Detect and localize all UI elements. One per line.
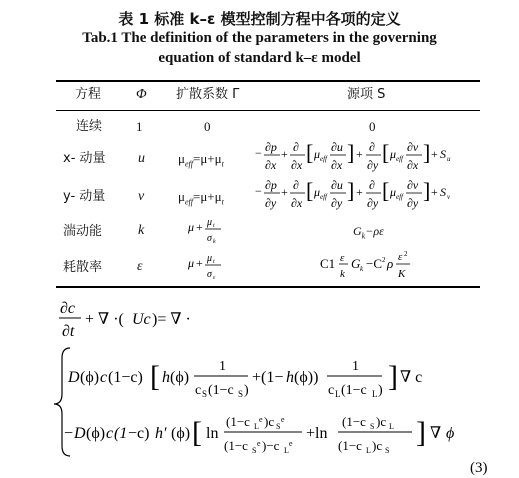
svg-text:∂c: ∂c	[60, 300, 76, 317]
row-continuity-phi: 1	[136, 119, 143, 134]
svg-text:S: S	[370, 422, 375, 431]
row-continuity-source: 0	[369, 119, 376, 134]
svg-text:)−c: )−c	[262, 438, 280, 453]
svg-text:eff: eff	[320, 155, 327, 163]
svg-text:+ ∇ ·(: + ∇ ·(	[85, 311, 124, 328]
svg-text:): )	[378, 383, 383, 398]
svg-text:Uc: Uc	[132, 311, 151, 328]
svg-text:)c: )c	[264, 414, 275, 429]
svg-text:(ϕ)): (ϕ))	[294, 369, 319, 386]
svg-text:e: e	[289, 439, 293, 448]
svg-text:∂x: ∂x	[291, 196, 303, 210]
svg-text:]: ]	[347, 178, 355, 203]
svg-text:L: L	[389, 422, 394, 431]
row-dissipation-rate-source	[320, 247, 430, 285]
svg-text:(ϕ): (ϕ)	[80, 369, 100, 386]
svg-text:μ: μ	[207, 253, 213, 264]
svg-text:1: 1	[352, 359, 359, 374]
svg-text:ε: ε	[340, 252, 345, 264]
svg-text:+(1−: +(1−	[252, 369, 284, 386]
row-y-momentum-source	[255, 174, 505, 218]
svg-text:t: t	[213, 259, 215, 265]
row-y-momentum-gamma: $\mu_{eff}=\mu+\mu_t$	[178, 189, 224, 207]
row-dissipation-rate-equation: 耗散率	[63, 260, 103, 275]
svg-text:∂x: ∂x	[331, 158, 343, 172]
svg-text:S: S	[252, 446, 257, 455]
svg-text:k: k	[360, 265, 364, 273]
svg-text:+: +	[281, 147, 288, 161]
row-x-momentum-equation: x- 动量	[63, 151, 106, 166]
svg-text:[: [	[192, 416, 202, 449]
svg-text:∂v: ∂v	[407, 140, 419, 154]
svg-text:∂x: ∂x	[407, 158, 419, 172]
svg-text:t: t	[213, 223, 215, 229]
svg-text:ε: ε	[213, 275, 216, 281]
svg-text:c: c	[106, 425, 114, 442]
svg-text:)= ∇ ·: )= ∇ ·	[152, 311, 191, 328]
svg-text:μ: μ	[188, 220, 195, 234]
svg-text:+: +	[431, 185, 438, 199]
header-source: 源项 S	[347, 87, 386, 102]
svg-text:−C: −C	[366, 256, 383, 271]
svg-text:(1−c): (1−c)	[108, 369, 143, 386]
svg-text:u: u	[447, 155, 451, 163]
svg-text:+: +	[356, 185, 363, 199]
svg-text:c: c	[100, 369, 108, 386]
row-x-momentum-gamma: $\mu_{eff}=\mu+\mu_t$	[178, 151, 224, 169]
svg-text:∂y: ∂y	[367, 158, 379, 172]
row-y-momentum-equation: y- 动量	[63, 189, 106, 204]
svg-text:h: h	[162, 369, 170, 386]
svg-text:]: ]	[416, 416, 426, 449]
svg-text:]: ]	[423, 178, 431, 203]
header-diffusion: 扩散系数 Γ	[176, 87, 240, 102]
svg-text:∂: ∂	[369, 178, 375, 192]
svg-text:∂y: ∂y	[331, 196, 343, 210]
svg-text:e: e	[281, 415, 285, 424]
svg-text:[: [	[382, 140, 390, 165]
svg-text:ρ: ρ	[387, 256, 394, 271]
table-caption-english-line1: Tab.1 The definition of the parameters in the governing	[82, 30, 437, 46]
svg-text:k: k	[340, 268, 345, 280]
svg-text:1: 1	[219, 359, 226, 374]
svg-text:K: K	[398, 268, 406, 280]
svg-text:−: −	[255, 184, 262, 198]
svg-text:∂v: ∂v	[407, 178, 419, 192]
svg-text:−c): −c)	[128, 425, 150, 442]
svg-text:ϕ: ϕ	[446, 425, 455, 442]
svg-text:(ϕ): (ϕ)	[86, 425, 106, 442]
svg-text:c: c	[328, 383, 335, 398]
svg-text:2: 2	[404, 250, 408, 258]
table-top-rule	[56, 80, 480, 82]
row-dissipation-rate-phi: ε	[137, 259, 143, 274]
svg-text:σ: σ	[207, 269, 212, 280]
svg-text:ε: ε	[398, 251, 403, 263]
svg-text:+: +	[196, 256, 203, 270]
table-bottom-rule	[56, 286, 480, 288]
row-turbulent-kinetic-energy-equation: 湍动能	[63, 224, 103, 239]
svg-text:−: −	[64, 425, 74, 442]
svg-text:S: S	[385, 446, 390, 455]
header-phi: Φ	[136, 87, 147, 102]
svg-text:v: v	[447, 193, 451, 201]
svg-text:L: L	[335, 389, 341, 399]
svg-text:σ: σ	[207, 233, 212, 244]
svg-text:eff: eff	[396, 155, 403, 163]
svg-text:)c: )c	[376, 414, 387, 429]
svg-text:D: D	[68, 369, 80, 386]
svg-text:L: L	[372, 389, 378, 399]
svg-text:μ: μ	[188, 256, 195, 270]
row-continuity-gamma: 0	[204, 119, 211, 134]
svg-text:∇ c: ∇ c	[400, 369, 423, 386]
svg-text:]: ]	[347, 140, 355, 165]
svg-text:∇: ∇	[430, 425, 442, 442]
svg-text:μ: μ	[390, 147, 397, 161]
svg-text:∂x: ∂x	[291, 158, 303, 172]
svg-text:]: ]	[388, 360, 398, 393]
svg-text:D: D	[74, 425, 86, 442]
svg-text:μ: μ	[390, 185, 397, 199]
svg-text:∂p: ∂p	[265, 140, 277, 154]
svg-text:+ln: +ln	[306, 425, 328, 442]
svg-text:G: G	[351, 256, 361, 271]
equation-3	[40, 296, 519, 478]
svg-text:eff: eff	[396, 193, 403, 201]
svg-text:e: e	[259, 415, 263, 424]
svg-text:L: L	[284, 446, 289, 455]
table-header-rule	[56, 110, 480, 111]
row-continuity-equation: 连续	[76, 119, 103, 134]
svg-text:+: +	[356, 147, 363, 161]
svg-text:]: ]	[423, 140, 431, 165]
svg-text:S: S	[276, 422, 281, 431]
row-turbulent-kinetic-energy-gamma	[188, 215, 238, 249]
row-turbulent-kinetic-energy-phi: k	[138, 223, 145, 238]
row-dissipation-rate-gamma	[188, 251, 238, 285]
table-caption-chinese: 表 1 标准 k–ε 模型控制方程中各项的定义	[118, 10, 401, 28]
svg-text:∂p: ∂p	[265, 178, 277, 192]
svg-text:(1−c: (1−c	[338, 438, 362, 453]
svg-text:L: L	[366, 446, 371, 455]
svg-text:(1−c: (1−c	[226, 414, 250, 429]
svg-text:μ: μ	[314, 147, 321, 161]
svg-text:+: +	[196, 220, 203, 234]
svg-text:(ϕ): (ϕ)	[171, 425, 191, 442]
svg-text:+: +	[431, 147, 438, 161]
svg-text:h: h	[286, 369, 294, 386]
svg-text:eff: eff	[320, 193, 327, 201]
svg-text:∂: ∂	[369, 140, 375, 154]
svg-text:∂t: ∂t	[62, 323, 75, 340]
svg-text:(1: (1	[114, 425, 128, 442]
svg-text:(1−c: (1−c	[224, 438, 248, 453]
svg-text:2: 2	[382, 256, 386, 264]
equation-number: (3)	[470, 460, 488, 476]
svg-text:c: c	[195, 383, 202, 398]
svg-text:): )	[244, 383, 249, 398]
svg-text:−: −	[255, 146, 262, 160]
header-equation: 方程	[75, 87, 102, 102]
row-x-momentum-phi: u	[138, 151, 145, 166]
svg-text:[: [	[306, 178, 314, 203]
svg-text:S: S	[440, 147, 446, 161]
svg-text:∂y: ∂y	[367, 196, 379, 210]
svg-text:C1: C1	[320, 256, 336, 271]
svg-text:(1−c: (1−c	[341, 383, 367, 398]
svg-text:k: k	[213, 239, 216, 245]
svg-text:(1−c: (1−c	[208, 383, 234, 398]
svg-text:[: [	[382, 178, 390, 203]
svg-text:S: S	[238, 389, 244, 399]
svg-text:μ: μ	[207, 217, 213, 228]
svg-text:+: +	[281, 185, 288, 199]
svg-text:S: S	[202, 389, 208, 399]
svg-text:[: [	[150, 360, 160, 393]
svg-text:∂y: ∂y	[265, 196, 277, 210]
svg-text:e: e	[257, 439, 261, 448]
svg-text:∂y: ∂y	[407, 196, 419, 210]
svg-text:∂u: ∂u	[331, 178, 343, 192]
svg-text:[: [	[306, 140, 314, 165]
svg-text:ln: ln	[206, 425, 219, 442]
svg-text:μ: μ	[314, 185, 321, 199]
svg-text:S: S	[440, 185, 446, 199]
row-turbulent-kinetic-energy-source: $G_k-\rho\varepsilon$	[353, 224, 384, 241]
svg-text:∂: ∂	[293, 178, 299, 192]
svg-text:(ϕ): (ϕ)	[170, 369, 190, 386]
svg-text:∂x: ∂x	[265, 158, 277, 172]
svg-text:(1−c: (1−c	[342, 414, 366, 429]
table-caption-english-line2: equation of standard k–ε model	[158, 50, 361, 66]
svg-text:)c: )c	[372, 438, 383, 453]
svg-text:h′: h′	[155, 425, 167, 442]
svg-text:∂: ∂	[293, 140, 299, 154]
svg-text:L: L	[254, 422, 259, 431]
svg-text:∂u: ∂u	[331, 140, 343, 154]
row-y-momentum-phi: v	[138, 189, 145, 204]
